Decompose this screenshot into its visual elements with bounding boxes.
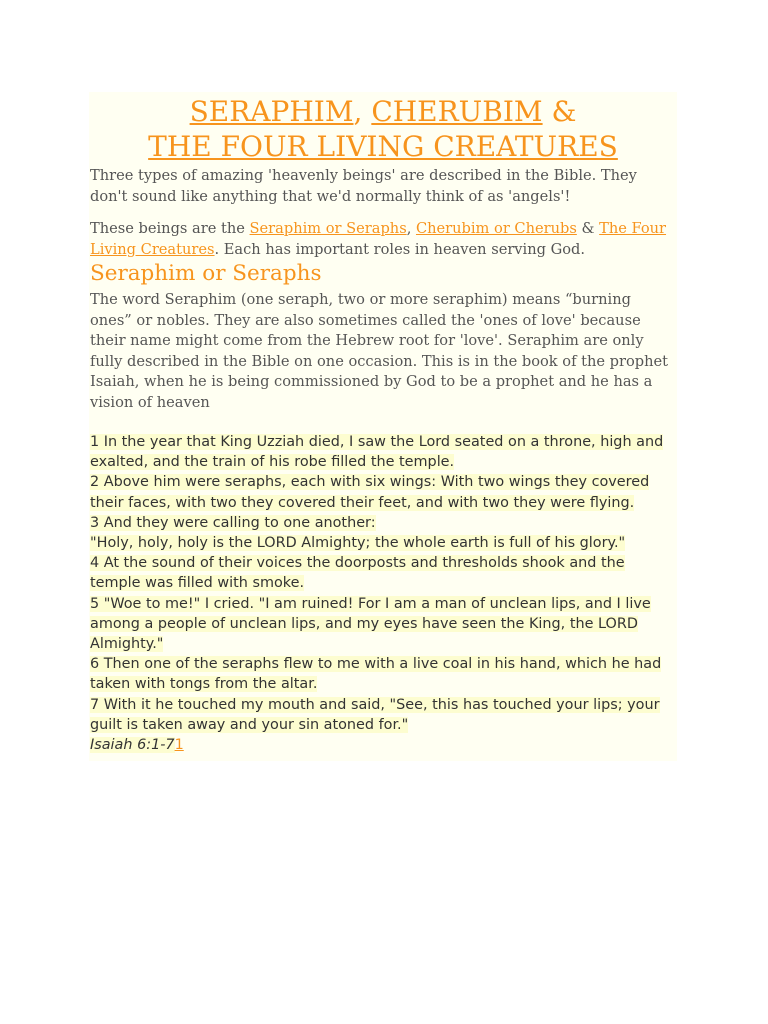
comma-text: , xyxy=(406,220,416,237)
verse-line: 2 Above him were seraphs, each with six wings: With two wings they covered their faces, with two they covered their feet, and with two they were flying. xyxy=(90,474,650,511)
ampersand-text: & xyxy=(576,220,600,237)
reference-text: Isaiah 6:1-7 xyxy=(90,737,175,754)
beings-suffix: . Each has important roles in heaven serving God. xyxy=(214,240,586,258)
title-ampersand: & xyxy=(542,95,577,128)
beings-paragraph xyxy=(90,219,677,260)
page-title xyxy=(89,92,677,164)
section-paragraph: The word Seraphim (one seraph, two or more seraphim) means “burning ones” or nobles. They are also sometimes called the 'ones of love' because their name might come from the Hebrew root for 'love'. Seraphim are only fully described in the Bible on one occasion. This is in the book of the prophet Isaiah, when he is being commissioned by God to be a prophet and he has a vision of heaven xyxy=(90,291,668,411)
verse-line: 3 And they were calling to one another: xyxy=(90,514,376,531)
scripture-quote xyxy=(90,432,677,755)
scripture-reference xyxy=(90,735,677,755)
section-heading: Seraphim or Seraphs xyxy=(90,261,322,286)
verse-line: 6 Then one of the seraphs flew to me with a live coal in his hand, which he had taken with tongs from the altar. xyxy=(90,656,662,693)
verse-line: "Holy, holy, holy is the LORD Almighty; the whole earth is full of his glory." xyxy=(90,535,626,552)
cherubim-link[interactable]: Cherubim or Cherubs xyxy=(415,220,577,237)
four-creatures-link[interactable]: The Four Living Creatures xyxy=(90,220,667,258)
verse-line: 5 "Woe to me!" I cried. "I am ruined! For I am a man of unclean lips, and I live among a people of unclean lips, and my eyes have seen the King, the LORD Almighty." xyxy=(90,595,651,653)
verse-line: 7 With it he touched my mouth and said, "See, this has touched your lips; your guilt is taken away and your sin atoned for." xyxy=(90,696,660,733)
title-separator: , xyxy=(353,95,372,128)
title-cherubim-link[interactable]: CHERUBIM xyxy=(371,95,543,128)
beings-prefix: These beings are the xyxy=(90,220,250,237)
title-seraphim-link[interactable]: SERAPHIM xyxy=(189,95,354,128)
verse-line: 4 At the sound of their voices the doorposts and thresholds shook and the temple was filled with smoke. xyxy=(90,555,625,592)
intro-paragraph: Three types of amazing 'heavenly beings' are described in the Bible. They don't sound like anything that we'd normally think of as 'angels'! xyxy=(90,167,637,205)
seraphim-link[interactable]: Seraphim or Seraphs xyxy=(249,220,407,237)
verse-line: 1 In the year that King Uzziah died, I saw the Lord seated on a throne, high and exalted, and the train of his robe filled the temple. xyxy=(90,434,664,471)
title-four-creatures-link[interactable]: THE FOUR LIVING CREATURES xyxy=(148,130,618,163)
document-page xyxy=(89,92,677,761)
footnote-link[interactable]: 1 xyxy=(174,737,184,754)
